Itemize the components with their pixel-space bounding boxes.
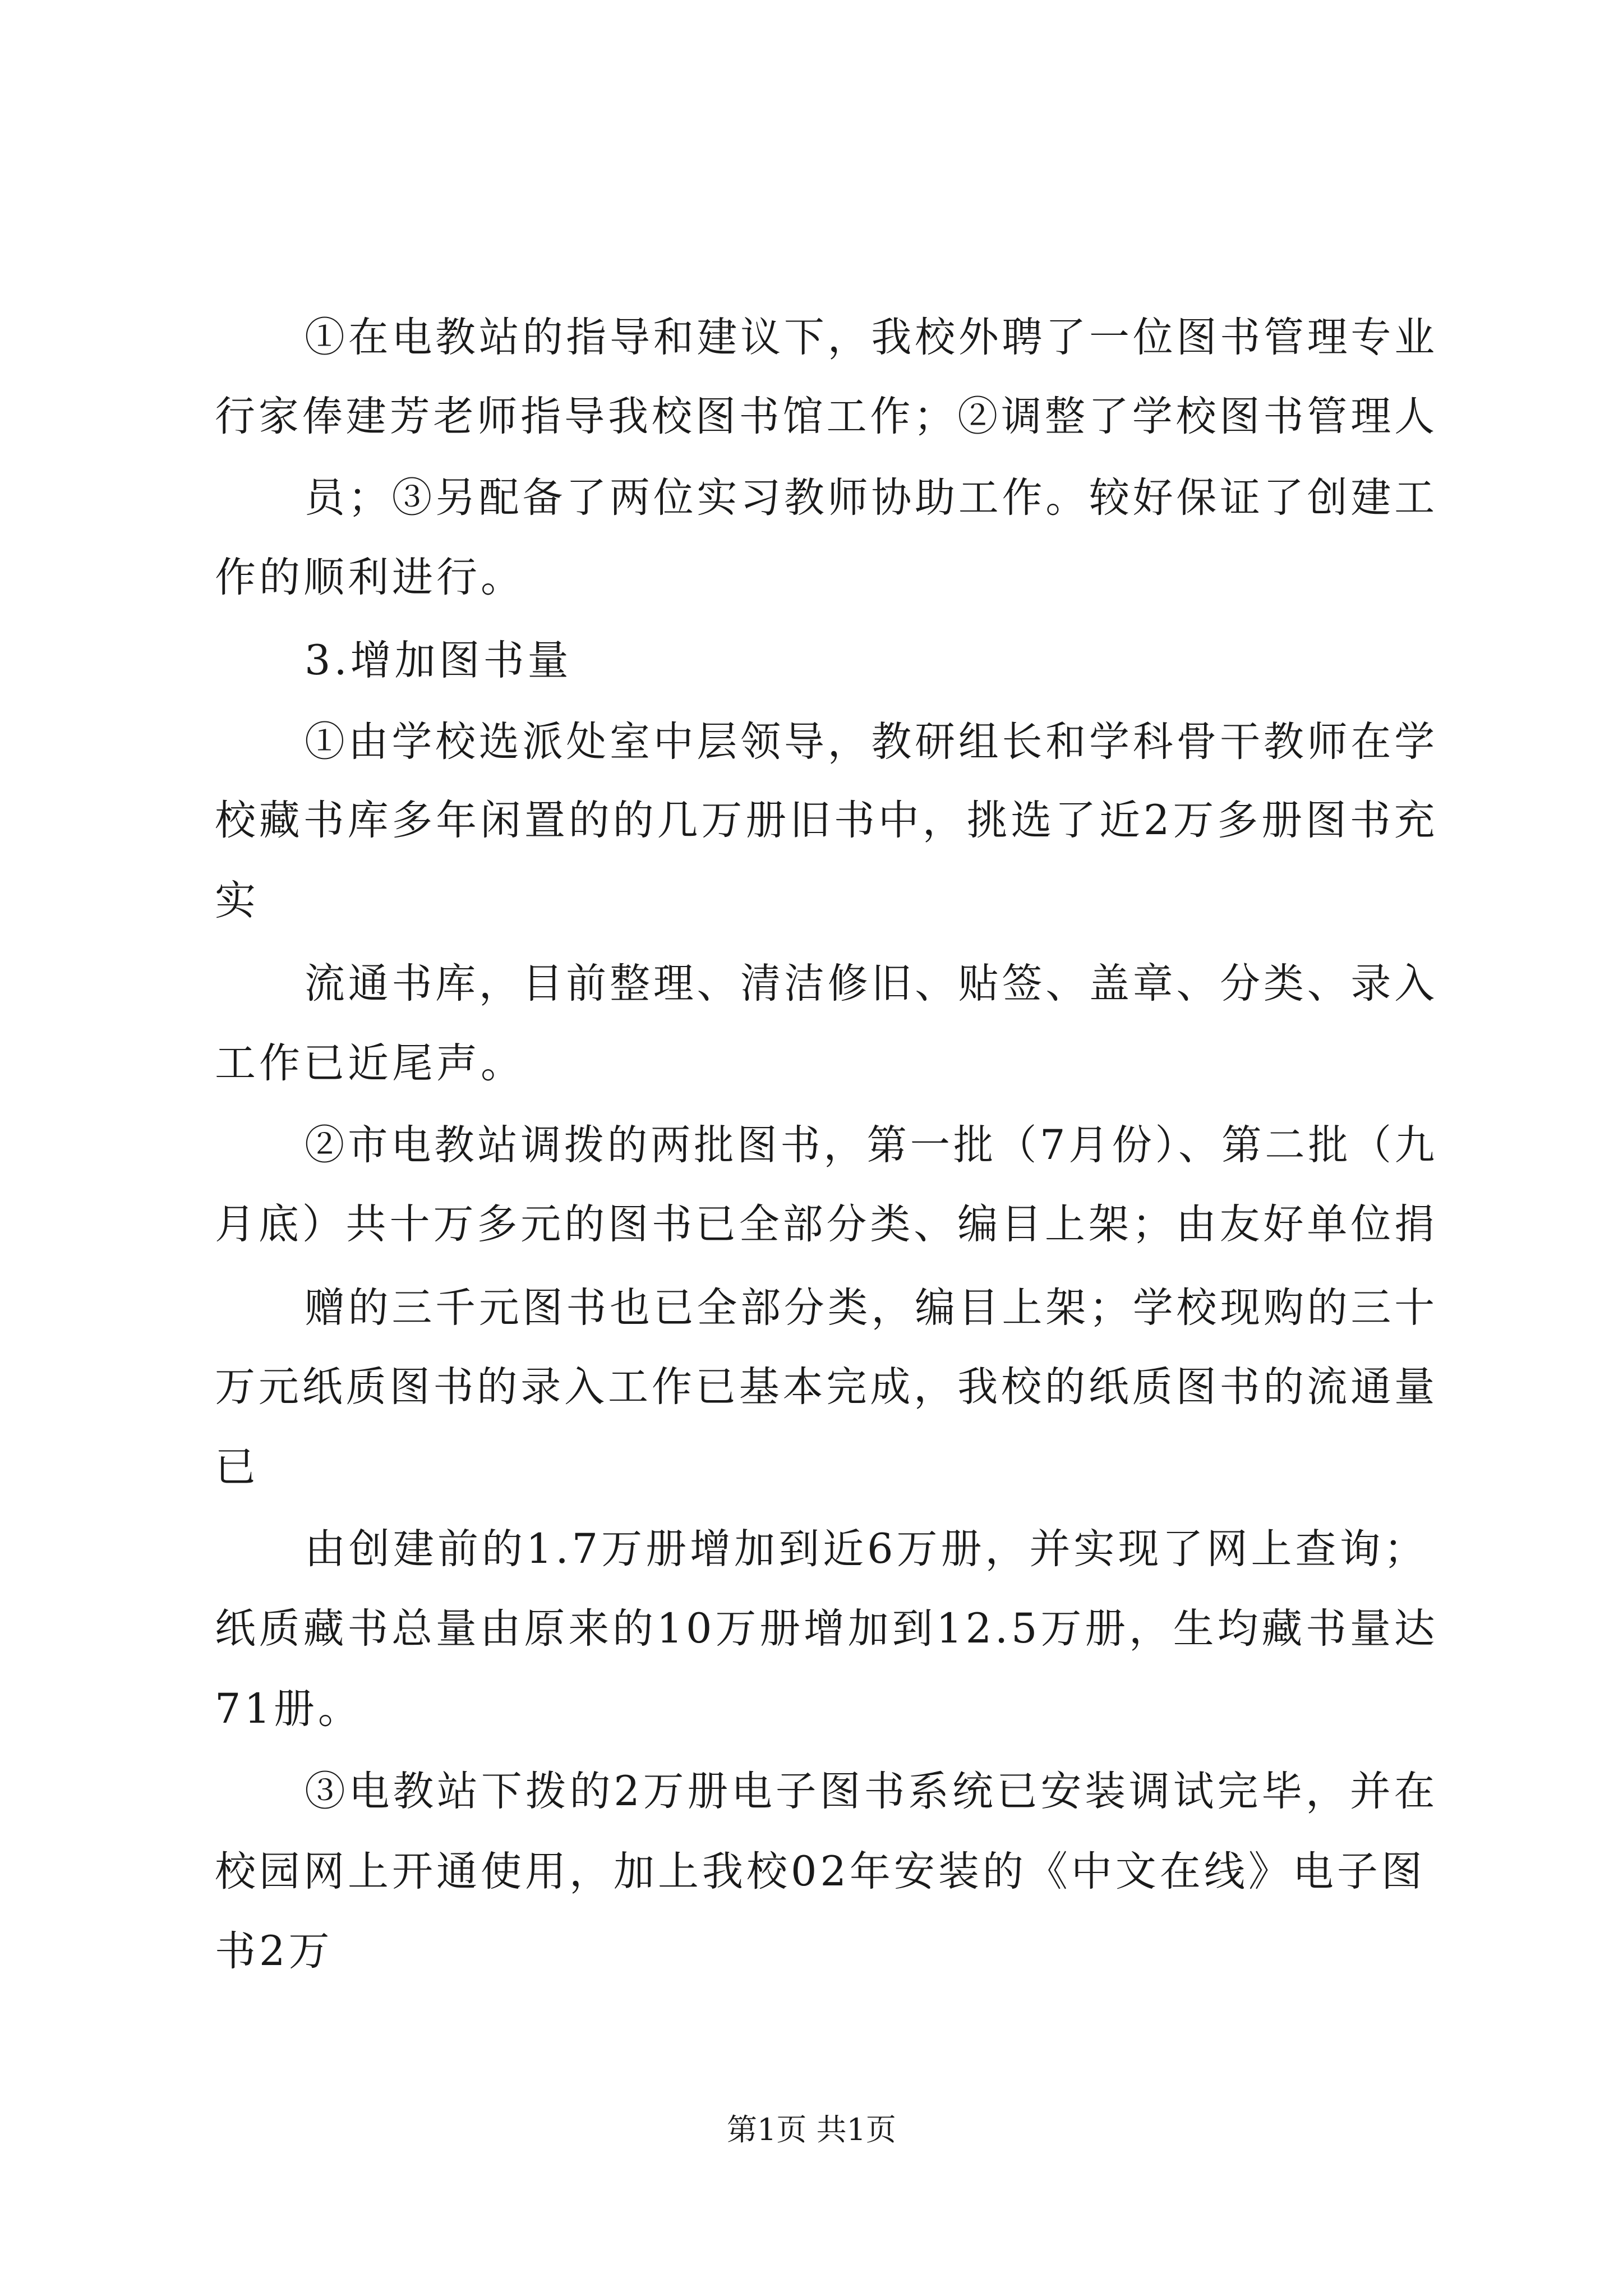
text-line-15: 已 [215, 1443, 259, 1491]
text-line-19: ③电教站下拨的2万册电子图书系统已安装调试完毕，并在 [305, 1768, 1438, 1815]
text-line-14: 万元纸质图书的录入工作已基本完成，我校的纸质图书的流通量 [215, 1363, 1438, 1411]
text-line-2: 行家俸建芳老师指导我校图书馆工作；②调整了学校图书管理人 [215, 393, 1438, 440]
text-line-8: 实 [215, 877, 259, 924]
text-line-9: 流通书库，目前整理、清洁修旧、贴签、盖章、分类、录入 [305, 960, 1438, 1007]
text-line-18: 71册。 [215, 1685, 362, 1733]
text-line-6: ①由学校选派处室中层领导，教研组长和学科骨干教师在学 [305, 718, 1438, 766]
text-line-4: 作的顺利进行。 [215, 554, 525, 601]
text-line-21: 书2万 [215, 1927, 333, 1975]
text-line-16: 由创建前的1.7万册增加到近6万册，并实现了网上查询； [305, 1525, 1428, 1573]
text-line-13: 赠的三千元图书也已全部分类，编目上架；学校现购的三十 [305, 1284, 1438, 1332]
section-heading: 3.增加图书量 [305, 637, 572, 684]
text-line-1: ①在电教站的指导和建议下，我校外聘了一位图书管理专业 [305, 314, 1438, 361]
text-line-12: 月底）共十万多元的图书已全部分类、编目上架；由友好单位捐 [215, 1200, 1438, 1248]
text-line-3: 员；③另配备了两位实习教师协助工作。较好保证了创建工 [305, 474, 1438, 522]
text-line-17: 纸质藏书总量由原来的10万册增加到12.5万册，生均藏书量达 [215, 1605, 1438, 1653]
text-line-7: 校藏书库多年闲置的的几万册旧书中，挑选了近2万多册图书充 [215, 797, 1438, 844]
text-line-11: ②市电教站调拨的两批图书，第一批（7月份）、第二批（九 [305, 1121, 1438, 1169]
page-number-footer: 第1页 共1页 [727, 2112, 896, 2147]
text-line-20: 校园网上开通使用，加上我校02年安装的《中文在线》电子图 [215, 1848, 1426, 1895]
text-line-10: 工作已近尾声。 [215, 1039, 525, 1087]
